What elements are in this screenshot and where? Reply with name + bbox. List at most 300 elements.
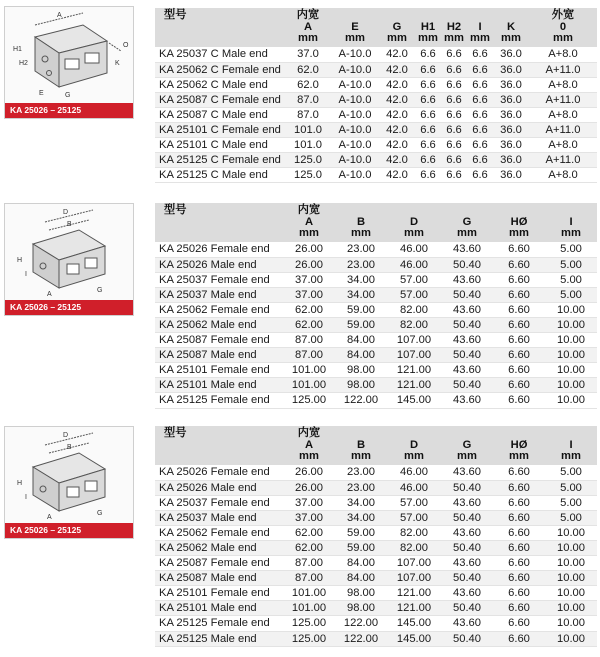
table-row bbox=[155, 47, 597, 62]
table-row bbox=[155, 525, 597, 540]
cell-model: KA 25026 Male end bbox=[155, 480, 283, 495]
cell-model: KA 25087 Male end bbox=[155, 571, 283, 586]
cell-model: KA 25037 Female end bbox=[155, 495, 283, 510]
cell-model: KA 25062 Female end bbox=[155, 302, 283, 317]
cell-value: 42.0 bbox=[379, 153, 415, 168]
table-row bbox=[155, 153, 597, 168]
table-body bbox=[155, 47, 597, 183]
cell-model: KA 25101 Female end bbox=[155, 363, 283, 378]
cell-value: 98.00 bbox=[335, 363, 387, 378]
col-header-b: B mm bbox=[351, 439, 371, 462]
table-header-row bbox=[155, 203, 597, 242]
cell-value: 42.0 bbox=[379, 47, 415, 62]
cell-value: 23.00 bbox=[335, 480, 387, 495]
cell-model: KA 25125 C Female end bbox=[155, 153, 285, 168]
cell-value: 10.00 bbox=[545, 363, 597, 378]
cell-value: 46.00 bbox=[387, 480, 441, 495]
col-header-h2: H2 mm bbox=[444, 21, 464, 44]
cell-value: 121.00 bbox=[387, 363, 441, 378]
svg-text:H: H bbox=[17, 257, 23, 264]
cell-value: 6.6 bbox=[467, 77, 493, 92]
cell-value: 50.40 bbox=[441, 571, 493, 586]
cell-value: 6.60 bbox=[493, 556, 545, 571]
cell-value: 6.6 bbox=[467, 47, 493, 62]
cell-value: 5.00 bbox=[545, 495, 597, 510]
table-row bbox=[155, 287, 597, 302]
cell-value: 26.00 bbox=[283, 480, 335, 495]
cell-value: 145.00 bbox=[387, 631, 441, 646]
svg-text:A: A bbox=[57, 12, 62, 19]
cell-value: 125.0 bbox=[285, 153, 331, 168]
cell-value: 10.00 bbox=[545, 571, 597, 586]
cell-value: 50.40 bbox=[441, 510, 493, 525]
cell-value: 6.60 bbox=[493, 540, 545, 555]
cell-value: A+8.0 bbox=[529, 47, 597, 62]
table-body bbox=[155, 242, 597, 408]
cell-value: 34.00 bbox=[335, 510, 387, 525]
cell-value: 50.40 bbox=[441, 257, 493, 272]
col-header-k: K mm bbox=[501, 21, 521, 44]
cell-model: KA 25062 Male end bbox=[155, 317, 283, 332]
cell-value: 5.00 bbox=[545, 465, 597, 480]
cell-value: 6.60 bbox=[493, 525, 545, 540]
cell-value: 6.6 bbox=[415, 168, 441, 183]
cell-value: 42.0 bbox=[379, 122, 415, 137]
cell-value: A+11.0 bbox=[529, 62, 597, 77]
table-row bbox=[155, 333, 597, 348]
cell-value: 6.6 bbox=[441, 153, 467, 168]
cell-value: 6.6 bbox=[467, 62, 493, 77]
cell-value: 23.00 bbox=[335, 465, 387, 480]
cell-value: 36.0 bbox=[493, 77, 529, 92]
cell-value: 50.40 bbox=[441, 601, 493, 616]
cell-value: 50.40 bbox=[441, 287, 493, 302]
cell-value: 6.6 bbox=[441, 138, 467, 153]
table-row bbox=[155, 62, 597, 77]
table-row bbox=[155, 257, 597, 272]
cell-value: 42.0 bbox=[379, 92, 415, 107]
cell-value: 37.0 bbox=[285, 47, 331, 62]
cell-value: 36.0 bbox=[493, 62, 529, 77]
cell-value: 36.0 bbox=[493, 107, 529, 122]
cell-model: KA 25087 C Male end bbox=[155, 107, 285, 122]
table-row bbox=[155, 495, 597, 510]
svg-text:H1: H1 bbox=[13, 46, 22, 53]
cell-value: 59.00 bbox=[335, 525, 387, 540]
col-header-a: 内宽 A mm bbox=[297, 204, 321, 239]
cell-value: 6.60 bbox=[493, 586, 545, 601]
col-header-h1: H1 mm bbox=[418, 21, 438, 44]
cell-value: 125.0 bbox=[285, 168, 331, 183]
cell-value: A+8.0 bbox=[529, 138, 597, 153]
cell-value: 10.00 bbox=[545, 393, 597, 408]
cell-model: KA 25026 Male end bbox=[155, 257, 283, 272]
cell-value: 87.00 bbox=[283, 571, 335, 586]
cell-value: 121.00 bbox=[387, 378, 441, 393]
cell-value: 10.00 bbox=[545, 317, 597, 332]
svg-text:B: B bbox=[67, 221, 72, 228]
cell-model: KA 25087 C Female end bbox=[155, 92, 285, 107]
cell-value: 43.60 bbox=[441, 616, 493, 631]
cell-value: 101.0 bbox=[285, 138, 331, 153]
col-header-i: I mm bbox=[561, 439, 581, 462]
col-header-h: HØ mm bbox=[509, 439, 529, 462]
cell-value: 122.00 bbox=[335, 616, 387, 631]
table-row bbox=[155, 631, 597, 646]
cell-value: 6.60 bbox=[493, 601, 545, 616]
cell-model: KA 25026 Female end bbox=[155, 465, 283, 480]
cell-value: 46.00 bbox=[387, 257, 441, 272]
cell-value: 43.60 bbox=[441, 556, 493, 571]
col-header-model: 型号 bbox=[164, 204, 187, 216]
cable-carrier-end-bracket-icon bbox=[5, 204, 133, 300]
cell-value: A-10.0 bbox=[331, 138, 379, 153]
cell-value: A-10.0 bbox=[331, 122, 379, 137]
svg-text:I: I bbox=[25, 271, 27, 278]
thumbnail-label: KA 25026 – 25125 bbox=[5, 300, 133, 315]
cell-value: 6.6 bbox=[441, 47, 467, 62]
cell-value: 37.00 bbox=[283, 510, 335, 525]
cell-model: KA 25101 C Male end bbox=[155, 138, 285, 153]
cell-model: KA 25087 Female end bbox=[155, 333, 283, 348]
table-header-row bbox=[155, 426, 597, 465]
cell-value: 101.00 bbox=[283, 601, 335, 616]
cell-value: 57.00 bbox=[387, 495, 441, 510]
col-header-g: G mm bbox=[457, 439, 477, 462]
cell-value: 6.6 bbox=[441, 92, 467, 107]
cable-carrier-end-bracket-icon bbox=[5, 7, 133, 103]
cell-value: 50.40 bbox=[441, 378, 493, 393]
cell-value: 87.00 bbox=[283, 333, 335, 348]
cell-value: 5.00 bbox=[545, 480, 597, 495]
svg-text:E: E bbox=[39, 90, 44, 97]
cell-value: 87.00 bbox=[283, 556, 335, 571]
cell-value: 6.6 bbox=[415, 92, 441, 107]
cell-value: 6.6 bbox=[415, 47, 441, 62]
cell-value: 10.00 bbox=[545, 333, 597, 348]
cell-value: 6.60 bbox=[493, 378, 545, 393]
table-row bbox=[155, 272, 597, 287]
cell-value: 125.00 bbox=[283, 631, 335, 646]
cell-value: 36.0 bbox=[493, 138, 529, 153]
cell-value: A-10.0 bbox=[331, 92, 379, 107]
cell-model: KA 25125 Female end bbox=[155, 616, 283, 631]
cell-value: A-10.0 bbox=[331, 153, 379, 168]
col-header-g: G mm bbox=[457, 216, 477, 239]
cell-value: A+8.0 bbox=[529, 168, 597, 183]
cell-value: 6.60 bbox=[493, 495, 545, 510]
cell-model: KA 25101 C Female end bbox=[155, 122, 285, 137]
cell-value: 6.6 bbox=[441, 168, 467, 183]
cell-value: 57.00 bbox=[387, 287, 441, 302]
table-row bbox=[155, 616, 597, 631]
cell-value: 6.60 bbox=[493, 272, 545, 287]
cell-value: 6.6 bbox=[415, 153, 441, 168]
cell-value: 10.00 bbox=[545, 631, 597, 646]
svg-text:K: K bbox=[115, 60, 120, 67]
cell-value: 6.60 bbox=[493, 287, 545, 302]
cell-value: 62.0 bbox=[285, 77, 331, 92]
cell-value: 6.60 bbox=[493, 242, 545, 257]
cell-value: 10.00 bbox=[545, 616, 597, 631]
cell-value: 107.00 bbox=[387, 348, 441, 363]
cell-value: 87.0 bbox=[285, 107, 331, 122]
cell-value: 57.00 bbox=[387, 510, 441, 525]
col-header-i: I mm bbox=[561, 216, 581, 239]
cell-value: 26.00 bbox=[283, 465, 335, 480]
cell-value: 6.6 bbox=[467, 138, 493, 153]
cell-value: 84.00 bbox=[335, 348, 387, 363]
cell-model: KA 25037 C Male end bbox=[155, 47, 285, 62]
cell-value: 62.00 bbox=[283, 525, 335, 540]
cell-value: 84.00 bbox=[335, 556, 387, 571]
cell-value: 37.00 bbox=[283, 287, 335, 302]
cell-value: A+8.0 bbox=[529, 107, 597, 122]
cell-value: 10.00 bbox=[545, 556, 597, 571]
table-row bbox=[155, 242, 597, 257]
table-row bbox=[155, 465, 597, 480]
svg-text:D: D bbox=[63, 209, 69, 216]
cell-value: 101.00 bbox=[283, 586, 335, 601]
table-row bbox=[155, 571, 597, 586]
cell-model: KA 25062 Female end bbox=[155, 525, 283, 540]
svg-text:A: A bbox=[47, 514, 52, 521]
cell-value: A-10.0 bbox=[331, 107, 379, 122]
table-header-row bbox=[155, 8, 597, 47]
cell-value: 57.00 bbox=[387, 272, 441, 287]
cell-value: 42.0 bbox=[379, 107, 415, 122]
cell-value: 43.60 bbox=[441, 333, 493, 348]
cell-value: 107.00 bbox=[387, 571, 441, 586]
cell-value: 37.00 bbox=[283, 272, 335, 287]
cell-value: 26.00 bbox=[283, 242, 335, 257]
table-row bbox=[155, 77, 597, 92]
thumbnail-label: KA 25026 – 25125 bbox=[5, 103, 133, 118]
cell-value: 107.00 bbox=[387, 556, 441, 571]
cell-value: 43.60 bbox=[441, 525, 493, 540]
cell-value: 82.00 bbox=[387, 317, 441, 332]
cell-value: 145.00 bbox=[387, 616, 441, 631]
cell-value: A-10.0 bbox=[331, 77, 379, 92]
cell-value: 5.00 bbox=[545, 510, 597, 525]
cell-value: 46.00 bbox=[387, 465, 441, 480]
cell-value: 36.0 bbox=[493, 92, 529, 107]
col-header-h: HØ mm bbox=[509, 216, 529, 239]
cell-model: KA 25125 Male end bbox=[155, 631, 283, 646]
cell-value: 121.00 bbox=[387, 586, 441, 601]
cell-model: KA 25026 Female end bbox=[155, 242, 283, 257]
cell-value: 59.00 bbox=[335, 317, 387, 332]
cell-value: 6.60 bbox=[493, 616, 545, 631]
cell-value: 10.00 bbox=[545, 540, 597, 555]
cell-value: 98.00 bbox=[335, 601, 387, 616]
cell-value: 87.0 bbox=[285, 92, 331, 107]
cell-model: KA 25037 Female end bbox=[155, 272, 283, 287]
cell-value: 125.00 bbox=[283, 616, 335, 631]
cell-value: 6.6 bbox=[415, 122, 441, 137]
cell-value: 6.60 bbox=[493, 510, 545, 525]
svg-text:H: H bbox=[17, 480, 23, 487]
svg-text:G: G bbox=[97, 287, 103, 294]
cell-value: 50.40 bbox=[441, 480, 493, 495]
cell-value: 10.00 bbox=[545, 378, 597, 393]
cell-value: 34.00 bbox=[335, 495, 387, 510]
cell-value: 121.00 bbox=[387, 601, 441, 616]
cell-value: 6.60 bbox=[493, 393, 545, 408]
cell-model: KA 25101 Male end bbox=[155, 601, 283, 616]
cell-value: 82.00 bbox=[387, 302, 441, 317]
cell-value: 62.0 bbox=[285, 62, 331, 77]
cell-value: 6.60 bbox=[493, 363, 545, 378]
cell-value: 98.00 bbox=[335, 586, 387, 601]
cell-value: 42.0 bbox=[379, 168, 415, 183]
cell-value: 10.00 bbox=[545, 586, 597, 601]
cell-model: KA 25101 Male end bbox=[155, 378, 283, 393]
svg-text:I: I bbox=[25, 494, 27, 501]
cell-model: KA 25037 Male end bbox=[155, 287, 283, 302]
cell-value: 42.0 bbox=[379, 138, 415, 153]
cell-value: 6.6 bbox=[415, 107, 441, 122]
table-row bbox=[155, 363, 597, 378]
cell-value: 43.60 bbox=[441, 586, 493, 601]
cell-value: 6.6 bbox=[467, 107, 493, 122]
table-row bbox=[155, 348, 597, 363]
cell-value: 98.00 bbox=[335, 378, 387, 393]
cell-model: KA 25125 Female end bbox=[155, 393, 283, 408]
cell-value: 6.60 bbox=[493, 317, 545, 332]
cell-value: 50.40 bbox=[441, 317, 493, 332]
col-header-d: D mm bbox=[404, 216, 424, 239]
table-row bbox=[155, 540, 597, 555]
cell-value: 10.00 bbox=[545, 302, 597, 317]
cell-value: 50.40 bbox=[441, 540, 493, 555]
table-row bbox=[155, 556, 597, 571]
cell-value: 101.00 bbox=[283, 363, 335, 378]
table-row bbox=[155, 601, 597, 616]
cell-value: 34.00 bbox=[335, 272, 387, 287]
cell-value: 50.40 bbox=[441, 631, 493, 646]
cell-value: 43.60 bbox=[441, 272, 493, 287]
table-row bbox=[155, 138, 597, 153]
cell-value: 62.00 bbox=[283, 302, 335, 317]
cell-value: 5.00 bbox=[545, 272, 597, 287]
thumbnail-label: KA 25026 – 25125 bbox=[5, 523, 133, 538]
cell-value: 43.60 bbox=[441, 363, 493, 378]
table-row bbox=[155, 317, 597, 332]
svg-text:A: A bbox=[47, 291, 52, 298]
table-row bbox=[155, 378, 597, 393]
table-row bbox=[155, 92, 597, 107]
cell-value: 50.40 bbox=[441, 348, 493, 363]
cell-value: 6.60 bbox=[493, 257, 545, 272]
cell-value: 10.00 bbox=[545, 348, 597, 363]
cell-model: KA 25062 C Male end bbox=[155, 77, 285, 92]
cell-value: 125.00 bbox=[283, 393, 335, 408]
product-thumbnail bbox=[4, 426, 134, 539]
cell-value: 5.00 bbox=[545, 242, 597, 257]
cable-carrier-end-bracket-icon bbox=[5, 427, 133, 523]
cell-value: 6.6 bbox=[441, 122, 467, 137]
table-row bbox=[155, 586, 597, 601]
cell-value: A+11.0 bbox=[529, 153, 597, 168]
table-row bbox=[155, 107, 597, 122]
svg-text:G: G bbox=[97, 510, 103, 517]
cell-value: 43.60 bbox=[441, 393, 493, 408]
cell-value: 36.0 bbox=[493, 168, 529, 183]
spec-table-3 bbox=[155, 426, 597, 647]
product-thumbnail bbox=[4, 203, 134, 316]
cell-value: 101.00 bbox=[283, 378, 335, 393]
cell-value: 36.0 bbox=[493, 153, 529, 168]
cell-value: 6.60 bbox=[493, 571, 545, 586]
cell-value: A+11.0 bbox=[529, 92, 597, 107]
table-row bbox=[155, 510, 597, 525]
product-thumbnail bbox=[4, 6, 134, 119]
cell-model: KA 25101 Female end bbox=[155, 586, 283, 601]
cell-value: 6.60 bbox=[493, 631, 545, 646]
svg-text:B: B bbox=[67, 444, 72, 451]
cell-value: 42.0 bbox=[379, 77, 415, 92]
cell-value: 122.00 bbox=[335, 631, 387, 646]
col-header-o: 外宽 0 mm bbox=[551, 9, 575, 44]
cell-value: 6.6 bbox=[467, 122, 493, 137]
cell-value: 6.6 bbox=[441, 77, 467, 92]
cell-value: 23.00 bbox=[335, 242, 387, 257]
cell-value: A-10.0 bbox=[331, 62, 379, 77]
cell-value: 6.60 bbox=[493, 302, 545, 317]
cell-value: 46.00 bbox=[387, 242, 441, 257]
cell-value: 87.00 bbox=[283, 348, 335, 363]
cell-value: 10.00 bbox=[545, 525, 597, 540]
col-header-a: 内宽 A mm bbox=[297, 427, 321, 462]
cell-value: 84.00 bbox=[335, 333, 387, 348]
spec-table-1 bbox=[155, 8, 597, 183]
cell-value: 101.0 bbox=[285, 122, 331, 137]
cell-value: 6.6 bbox=[441, 62, 467, 77]
cell-value: 62.00 bbox=[283, 317, 335, 332]
cell-value: 6.6 bbox=[441, 107, 467, 122]
cell-value: A-10.0 bbox=[331, 47, 379, 62]
cell-value: 6.60 bbox=[493, 348, 545, 363]
table-row bbox=[155, 168, 597, 183]
cell-value: 6.6 bbox=[415, 138, 441, 153]
svg-text:O: O bbox=[123, 42, 129, 49]
cell-model: KA 25037 Male end bbox=[155, 510, 283, 525]
col-header-model: 型号 bbox=[164, 9, 187, 21]
svg-text:D: D bbox=[63, 432, 69, 439]
cell-value: 6.6 bbox=[467, 168, 493, 183]
cell-value: 42.0 bbox=[379, 62, 415, 77]
cell-value: 59.00 bbox=[335, 540, 387, 555]
svg-text:H2: H2 bbox=[19, 60, 28, 67]
cell-value: 10.00 bbox=[545, 601, 597, 616]
cell-value: 43.60 bbox=[441, 495, 493, 510]
cell-value: 82.00 bbox=[387, 540, 441, 555]
cell-value: 5.00 bbox=[545, 257, 597, 272]
cell-value: 5.00 bbox=[545, 287, 597, 302]
cell-model: KA 25062 Male end bbox=[155, 540, 283, 555]
cell-value: 23.00 bbox=[335, 257, 387, 272]
cell-value: 82.00 bbox=[387, 525, 441, 540]
cell-model: KA 25062 C Female end bbox=[155, 62, 285, 77]
cell-value: 6.60 bbox=[493, 465, 545, 480]
table-row bbox=[155, 122, 597, 137]
cell-value: A+11.0 bbox=[529, 122, 597, 137]
table-row bbox=[155, 480, 597, 495]
col-header-g: G mm bbox=[387, 21, 407, 44]
cell-value: 6.6 bbox=[415, 77, 441, 92]
cell-value: 6.6 bbox=[467, 92, 493, 107]
